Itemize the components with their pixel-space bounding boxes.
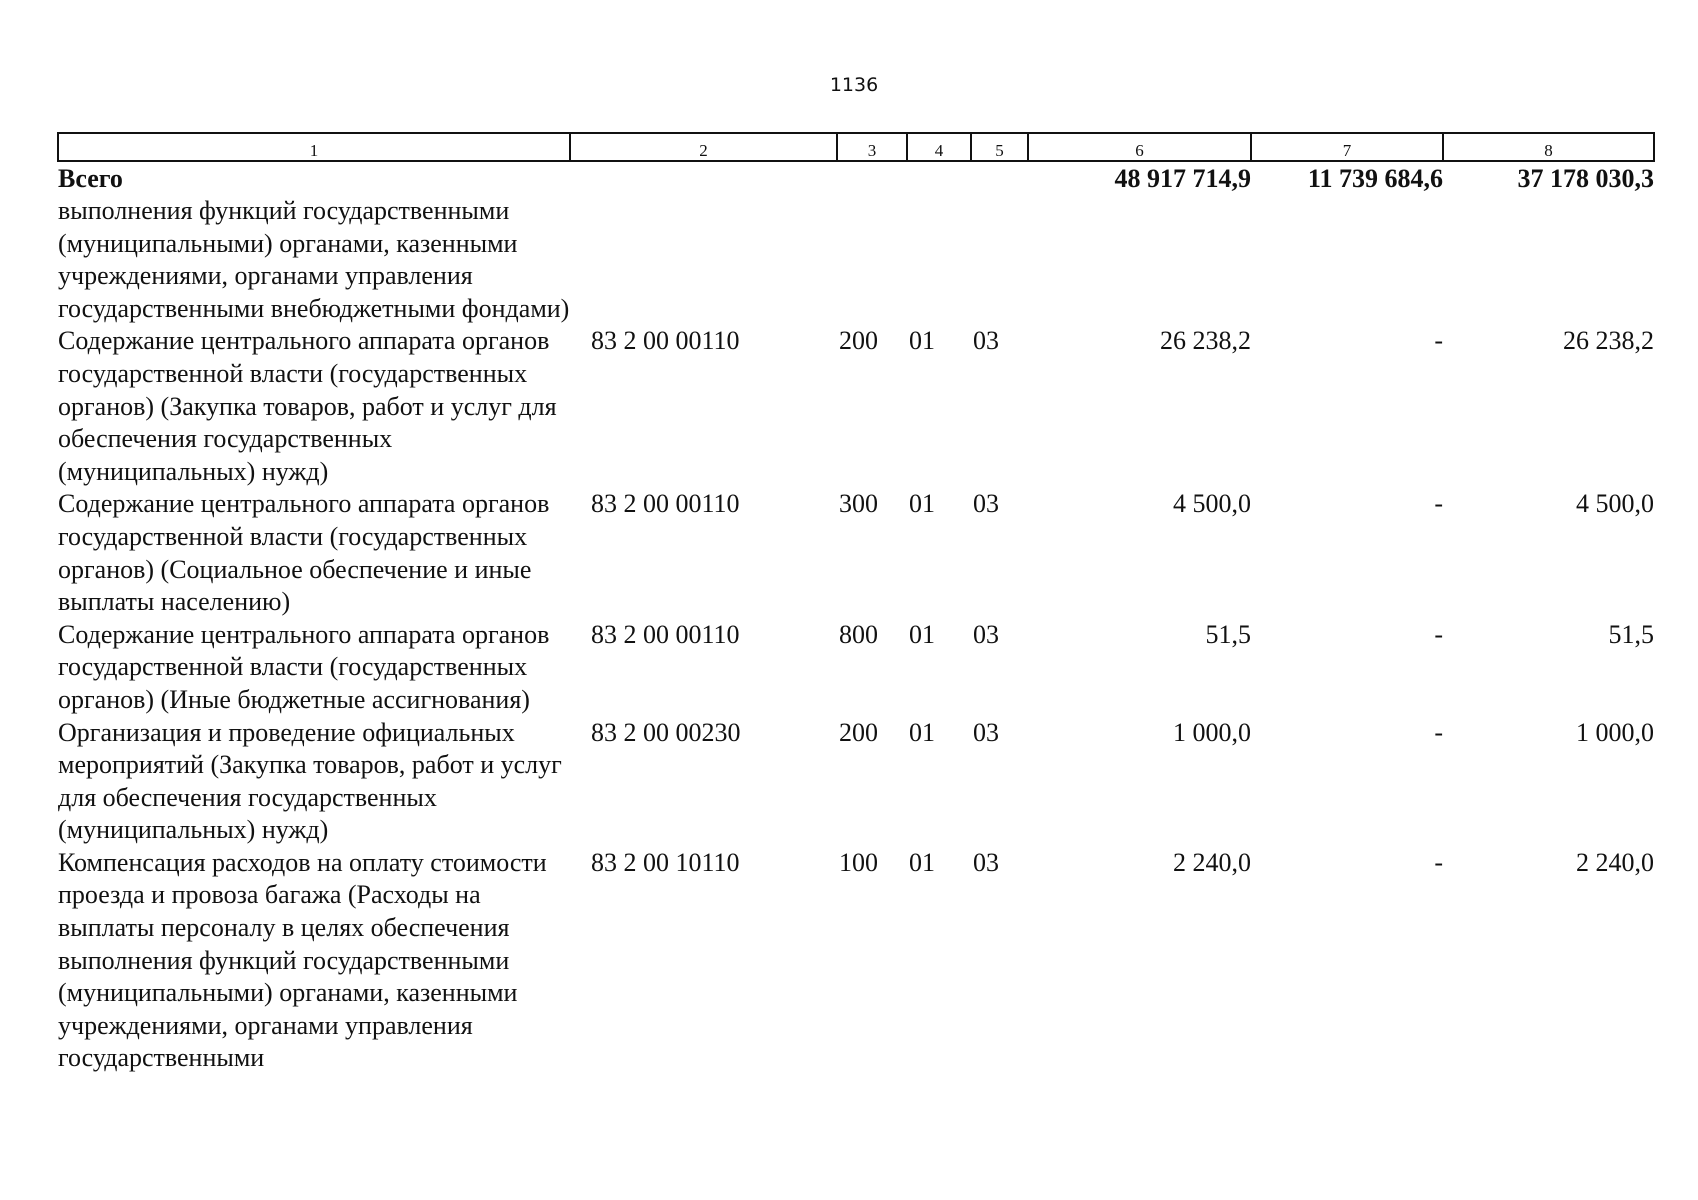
row-col4: 01 (909, 326, 935, 356)
row-col3: 200 (839, 326, 878, 356)
total-col8: 37 178 030,3 (1517, 164, 1654, 193)
column-header-2: 2 (570, 133, 837, 161)
row-col8: 2 240,0 (1576, 847, 1654, 877)
row-col5: 03 (973, 847, 999, 877)
row-col7: - (1434, 619, 1443, 649)
total-col7: 11 739 684,6 (1307, 164, 1443, 193)
table-row (58, 847, 1654, 1075)
continued-text-row (58, 195, 1654, 325)
row-col4: 01 (909, 717, 935, 747)
row-col6: 1 000,0 (1173, 717, 1251, 747)
column-header-5: 5 (971, 133, 1028, 161)
column-header-1: 1 (58, 133, 570, 161)
total-label: Всего (58, 164, 123, 193)
row-col8: 51,5 (1608, 619, 1654, 649)
column-header-3: 3 (837, 133, 907, 161)
row-col6: 26 238,2 (1160, 326, 1251, 356)
row-col6: 51,5 (1205, 619, 1251, 649)
column-header-4: 4 (907, 133, 971, 161)
column-header-8: 8 (1443, 133, 1654, 161)
row-col7: - (1434, 717, 1443, 747)
budget-table (57, 132, 1655, 1075)
row-col6: 4 500,0 (1173, 489, 1251, 519)
table-row (58, 717, 1654, 847)
row-name: Компенсация расходов на оплату стоимости проезда и провоза багажа (Расходы на выплаты персоналу в целях обеспечения выполнения функций государственными (муниципальными) органами, казенными учреждениями, органами управления государственными (58, 847, 547, 1073)
row-col4: 01 (909, 489, 935, 519)
row-col8: 26 238,2 (1563, 326, 1654, 356)
column-header-6: 6 (1028, 133, 1251, 161)
row-col6: 2 240,0 (1173, 847, 1251, 877)
row-col7: - (1434, 326, 1443, 356)
row-col5: 03 (973, 619, 999, 649)
row-name: Содержание центрального аппарата органов государственной власти (государственных органов) (Закупка товаров, работ и услуг для обеспечения государственных (муниципальных) нужд) (58, 326, 557, 486)
row-col5: 03 (973, 489, 999, 519)
total-empty-3 (837, 161, 907, 195)
table-row (58, 488, 1654, 618)
row-name: Организация и проведение официальных мероприятий (Закупка товаров, работ и услуг для обеспечения государственных (муниципальных) нужд) (58, 717, 562, 845)
page-number: 1136 (829, 74, 879, 96)
row-col8: 4 500,0 (1576, 489, 1654, 519)
total-row (58, 161, 1654, 195)
row-code: 83 2 00 10110 (591, 847, 740, 877)
row-code: 83 2 00 00110 (591, 619, 740, 649)
table-row (58, 325, 1654, 488)
continued-empty (570, 195, 1654, 325)
row-col3: 100 (839, 847, 878, 877)
row-name: Содержание центрального аппарата органов государственной власти (государственных органов) (Социальное обеспечение и иные выплаты населению) (58, 489, 550, 617)
row-col3: 300 (839, 489, 878, 519)
row-col4: 01 (909, 619, 935, 649)
row-code: 83 2 00 00110 (591, 489, 740, 519)
row-col3: 800 (839, 619, 878, 649)
column-header-7: 7 (1251, 133, 1443, 161)
total-col6: 48 917 714,9 (1114, 164, 1251, 193)
total-empty-4 (907, 161, 971, 195)
row-col5: 03 (973, 717, 999, 747)
row-code: 83 2 00 00110 (591, 326, 740, 356)
total-empty-code (570, 161, 837, 195)
row-col8: 1 000,0 (1576, 717, 1654, 747)
continued-text: выполнения функций государственными (муниципальными) органами, казенными учреждениями, органами управления государственными внебюджетными фондами) (58, 196, 570, 323)
total-empty-5 (971, 161, 1028, 195)
row-col3: 200 (839, 717, 878, 747)
column-number-header (58, 133, 1654, 161)
row-col7: - (1434, 489, 1443, 519)
row-col5: 03 (973, 326, 999, 356)
row-code: 83 2 00 00230 (591, 717, 741, 747)
row-name: Содержание центрального аппарата органов государственной власти (государственных органов) (Иные бюджетные ассигнования) (58, 619, 550, 714)
row-col7: - (1434, 847, 1443, 877)
row-col4: 01 (909, 847, 935, 877)
table-row (58, 619, 1654, 717)
